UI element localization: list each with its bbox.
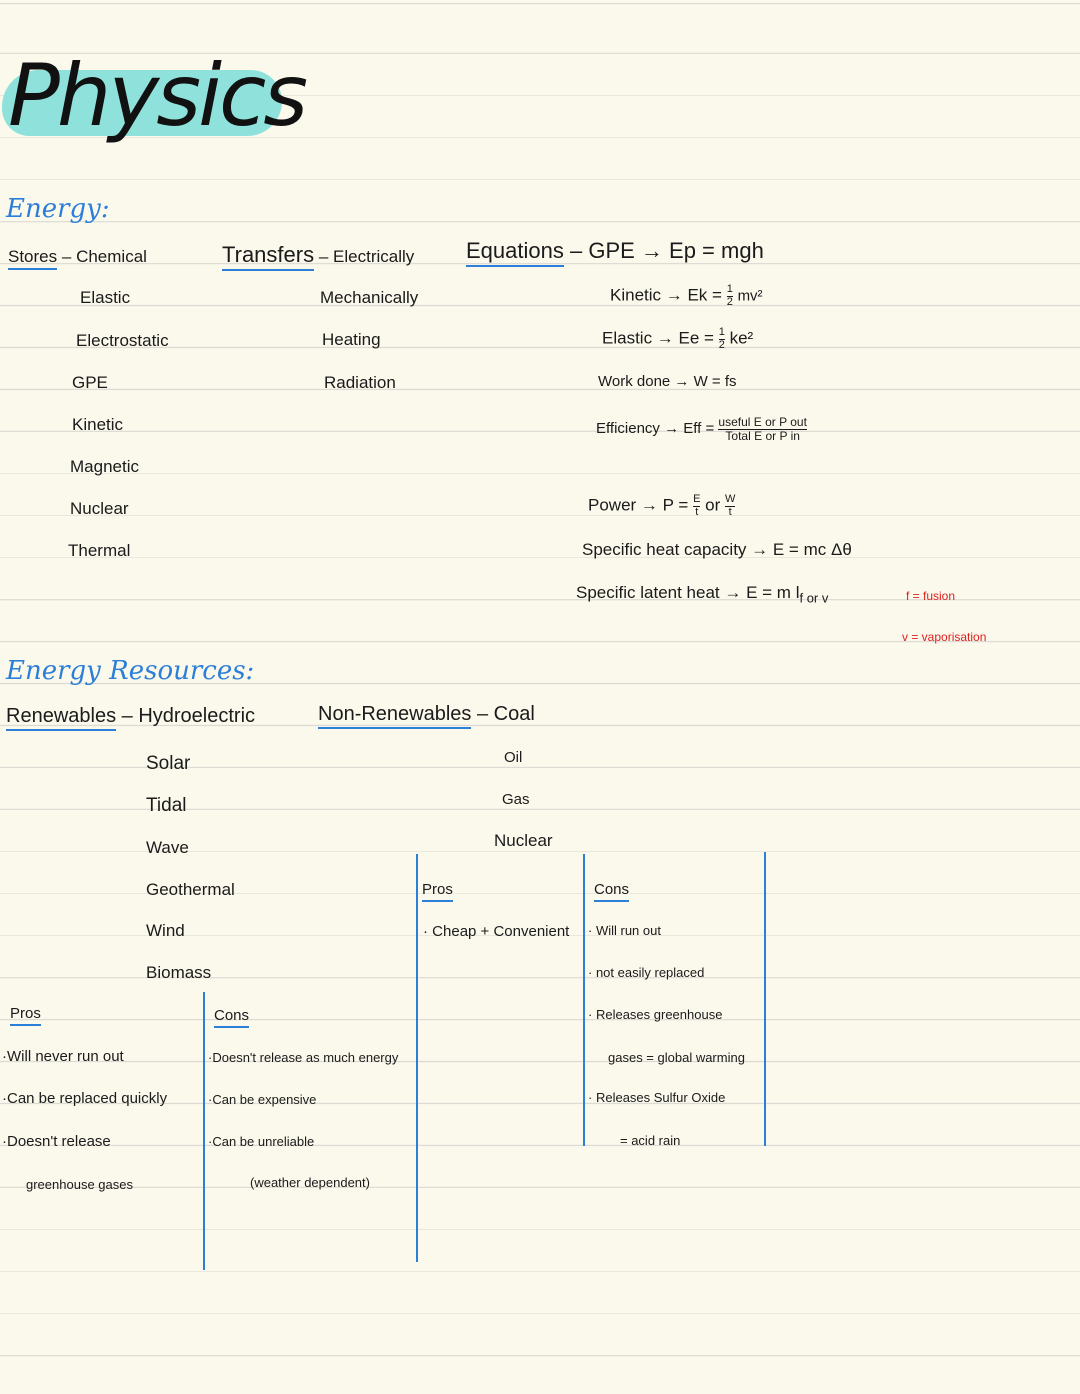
- equation-work: Work done → W = fs: [598, 373, 737, 390]
- energy-resources-heading: Energy Resources:: [6, 656, 255, 686]
- list-item: ·Doesn't release: [2, 1133, 111, 1150]
- non-renewables-pros-header: Pros: [422, 882, 453, 897]
- non-renewables-row: Non-Renewables – Coal: [318, 704, 535, 724]
- list-item: ·Can be replaced quickly: [2, 1090, 168, 1107]
- non-renewables-cons-header: Cons: [594, 882, 629, 897]
- list-item: · Releases greenhouse: [588, 1007, 723, 1022]
- list-item: · Cheap + Convenient: [423, 923, 570, 940]
- transfer-item: Heating: [322, 330, 381, 349]
- list-item: (weather dependent): [250, 1175, 370, 1190]
- equation-specific-latent-heat: Specific latent heat → E = m $l_{f or v}$: [576, 583, 829, 606]
- list-item: ·Can be expensive: [208, 1092, 317, 1107]
- note-fusion: f = fusion: [906, 589, 956, 603]
- equations-row: Equations – GPE → Ep = mgh: [466, 240, 764, 262]
- non-renewable-item: Coal: [493, 703, 535, 725]
- equations-label: Equations: [466, 238, 564, 267]
- equation-efficiency: Efficiency → Eff = $\frac{\text{useful E or P out}}{\text{Total E or P in}}$: [596, 415, 807, 443]
- renewable-item: Solar: [146, 753, 191, 774]
- list-item: · Releases Sulfur Oxide: [588, 1090, 726, 1105]
- equation-specific-heat-capacity: Specific heat capacity → E = mc Δθ: [582, 540, 852, 559]
- store-item: Elastic: [80, 288, 131, 307]
- store-item: Nuclear: [70, 499, 129, 518]
- renewable-item: Biomass: [146, 963, 212, 982]
- non-renewable-item: Oil: [504, 749, 523, 766]
- renewables-label: Renewables: [6, 705, 116, 731]
- column-divider: [764, 852, 766, 1146]
- column-divider: [416, 854, 418, 1262]
- title-block: [0, 40, 306, 160]
- renewables-cons-header: Cons: [214, 1008, 249, 1023]
- store-item: GPE: [72, 373, 108, 392]
- transfers-label: Transfers: [222, 242, 314, 271]
- equation-power: Power → P = $\frac{E}{t}$ or $\frac{W}{t}$: [588, 493, 736, 518]
- non-renewable-item: Gas: [502, 791, 530, 808]
- renewable-item: Wave: [146, 838, 189, 857]
- renewable-item: Hydroelectric: [138, 705, 256, 727]
- note-vaporisation: v = vaporisation: [902, 630, 987, 644]
- equation-kinetic: Kinetic → Ek = $\frac{1}{2} mv^2$: [610, 283, 763, 308]
- column-divider: [203, 992, 205, 1270]
- list-item: ·Doesn't release as much energy: [208, 1050, 399, 1065]
- equation-elastic: Elastic → Ee = $\frac{1}{2} ke^2$: [602, 326, 754, 351]
- non-renewables-label: Non-Renewables: [318, 703, 471, 729]
- store-item: Kinetic: [72, 415, 124, 434]
- renewable-item: Geothermal: [146, 880, 235, 899]
- transfer-item: Electrically: [333, 247, 415, 266]
- list-item: gases = global warming: [608, 1050, 745, 1065]
- store-item: Chemical: [76, 247, 147, 266]
- list-item: = acid rain: [620, 1133, 681, 1148]
- stores-label: Stores: [8, 247, 57, 270]
- column-divider: [583, 854, 585, 1146]
- transfer-item: Mechanically: [320, 288, 419, 307]
- transfers-row: Transfers – Electrically: [222, 244, 414, 266]
- renewables-row: Renewables – Hydroelectric: [6, 706, 255, 726]
- renewables-pros-header: Pros: [10, 1006, 41, 1021]
- renewable-item: Tidal: [146, 795, 187, 816]
- store-item: Magnetic: [70, 457, 139, 476]
- list-item: ·Can be unreliable: [208, 1134, 315, 1149]
- store-item: Thermal: [68, 541, 131, 560]
- renewable-item: Wind: [146, 921, 185, 940]
- non-renewable-item: Nuclear: [494, 831, 553, 850]
- transfer-item: Radiation: [324, 373, 396, 392]
- stores-row: Stores – Chemical: [8, 248, 147, 265]
- list-item: greenhouse gases: [26, 1177, 133, 1192]
- list-item: · not easily replaced: [588, 965, 705, 980]
- list-item: ·Will never run out: [2, 1048, 124, 1065]
- energy-heading: Energy:: [6, 194, 110, 224]
- list-item: · Will run out: [588, 923, 661, 938]
- store-item: Electrostatic: [76, 331, 169, 350]
- page-title: Physics: [8, 46, 306, 146]
- equation-gpe: GPE → Ep = mgh: [588, 238, 764, 263]
